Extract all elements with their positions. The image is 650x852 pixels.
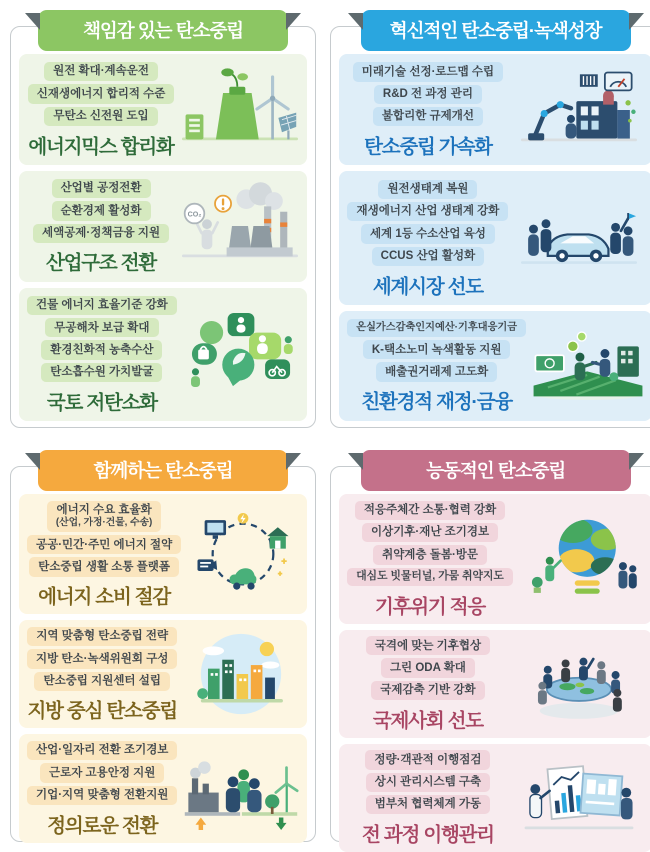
section-just-transition [19,734,307,842]
policy-item: 그린 ODA 확대 [381,658,475,677]
energy-cycle-illustration [185,508,301,600]
policy-item: 지방 탄소·녹색위원회 구성 [27,649,177,668]
section-heading: 세계시장 선도 [372,275,483,298]
policy-item: 범부처 협력체계 가동 [366,795,490,814]
policy-item: 탄소흡수원 가치발굴 [41,363,162,382]
policy-item: 상시 관리시스템 구축 [366,773,490,792]
section-green-finance [339,311,650,421]
policy-item: 이상기후·재난 조기경보 [362,523,498,542]
policy-item: 산업·일자리 전환 조기경보 [27,741,177,760]
policy-item: 환경친화적 농축수산 [41,340,162,359]
section-heading: 기후위기 적응 [375,595,486,618]
section-heading: 산업구조 전환 [46,252,157,275]
policy-item [47,501,161,533]
section-local-centered [19,620,307,728]
policy-item: 국제감축 기반 강화 [371,681,484,700]
policy-item: 순환경제 활성화 [52,201,151,220]
section-heading: 에너지믹스 합리화 [28,135,174,158]
policy-item: 지역 맞춤형 탄소중립 전략 [27,627,177,646]
factory-co2-illustration [179,180,301,272]
card-title: 혁신적인 탄소중립·녹색성장 [389,20,602,41]
policy-item: 무공해차 보급 확대 [45,318,158,337]
card-innovative-carbon-green-growth [330,20,650,428]
green-community-illustration [181,308,301,400]
monitoring-charts-illustration [513,752,646,844]
section-energy-saving [19,494,307,614]
policy-item: 기업·지역 맞춤형 전환지원 [27,786,177,805]
section-heading: 정의로운 전환 [47,814,158,837]
section-heading: 지방 중심 탄소중립 [27,700,177,723]
policy-item: 재생에너지 산업 생태계 강화 [347,202,508,221]
policy-item: 건물 에너지 효율기준 강화 [27,296,177,315]
card-title: 능동적인 탄소중립 [426,460,566,481]
section-low-carbon-land [19,288,307,421]
section-heading: 전 과정 이행관리 [361,823,494,846]
policy-item: 신재생에너지 합리적 수준 [28,84,175,103]
policy-item: CCUS 산업 활성화 [372,247,485,266]
card-title-banner [361,450,631,491]
card-title-banner [38,10,288,51]
global-table-illustration [513,638,646,730]
policy-item: 근로자 고용안정 지원 [40,763,164,782]
climate-globe-illustration [517,513,646,605]
section-energy-mix [19,54,307,165]
policy-item: 산업별 공정전환 [52,179,151,198]
section-heading: 국제사회 선도 [372,709,483,732]
policy-item: 원전생태계 복원 [378,180,477,199]
policy-item: K-택소노미 녹색활동 지원 [363,340,511,359]
policy-item: 적응주체간 소통·협력 강화 [355,501,505,520]
policy-item: 공공·민간·주민 에너지 절약 [27,535,181,554]
section-industry-structure [19,171,307,282]
card-title-banner [361,10,631,51]
section-heading: 에너지 소비 절감 [38,586,171,609]
section-lead-world-market [339,171,650,305]
section-process-management [339,744,650,852]
local-city-illustration [181,628,301,720]
just-transition-illustration [181,743,301,835]
policy-item: R&D 전 과정 관리 [374,85,482,104]
policy-item: 온실가스감축인지예산·기후대응기금 [347,319,526,337]
policy-item: 불합리한 규제개선 [373,107,483,126]
policy-item: 세계 1등 수소산업 육성 [361,224,495,243]
section-heading: 국토 저탄소화 [46,391,157,414]
svg-text:CO₂: CO₂ [187,210,202,219]
policy-item: 원전 확대·계속운전 [44,62,158,81]
nuclear-wind-solar-illustration [179,63,301,155]
global-market-car-illustration [513,192,646,284]
card-title-banner [38,450,288,491]
policy-item: 배출권거래제 고도화 [376,362,497,381]
policy-item: 국격에 맞는 기후협상 [366,636,490,655]
policy-item-subtext: (산업, 가정·건물, 수송) [55,517,153,529]
section-heading: 친환경적 재정·금융 [361,391,512,414]
policy-item: 취약계층 돌봄·방문 [373,545,487,564]
section-lead-international [339,630,650,738]
card-together-carbon-neutrality [10,460,316,842]
card-active-carbon-neutrality [330,460,650,846]
green-finance-illustration [530,320,646,412]
policy-item: 탄소중립 생활 소통 플랫폼 [29,557,179,576]
tech-industry-illustration [513,64,646,156]
section-climate-adaptation [339,494,650,624]
card-title: 함께하는 탄소중립 [93,460,233,481]
card-responsible-carbon-neutrality [10,20,316,428]
section-heading: 탄소중립 가속화 [364,135,492,158]
policy-item: 대심도 빗물터널, 가뭄 취약지도 [347,568,513,586]
policy-item: 미래기술 선정·로드맵 수립 [353,62,503,81]
policy-item-text: 에너지 수요 효율화 [56,504,152,516]
policy-item: 탄소중립 지원센터 설립 [34,672,169,691]
policy-item: 정량·객관적 이행점검 [365,750,490,769]
policy-item: 세액공제·정책금융 지원 [33,224,169,243]
policy-item: 무탄소 신전원 도입 [44,107,157,126]
section-accelerate-carbon-neutrality [339,54,650,165]
card-title: 책임감 있는 탄소중립 [83,20,244,41]
